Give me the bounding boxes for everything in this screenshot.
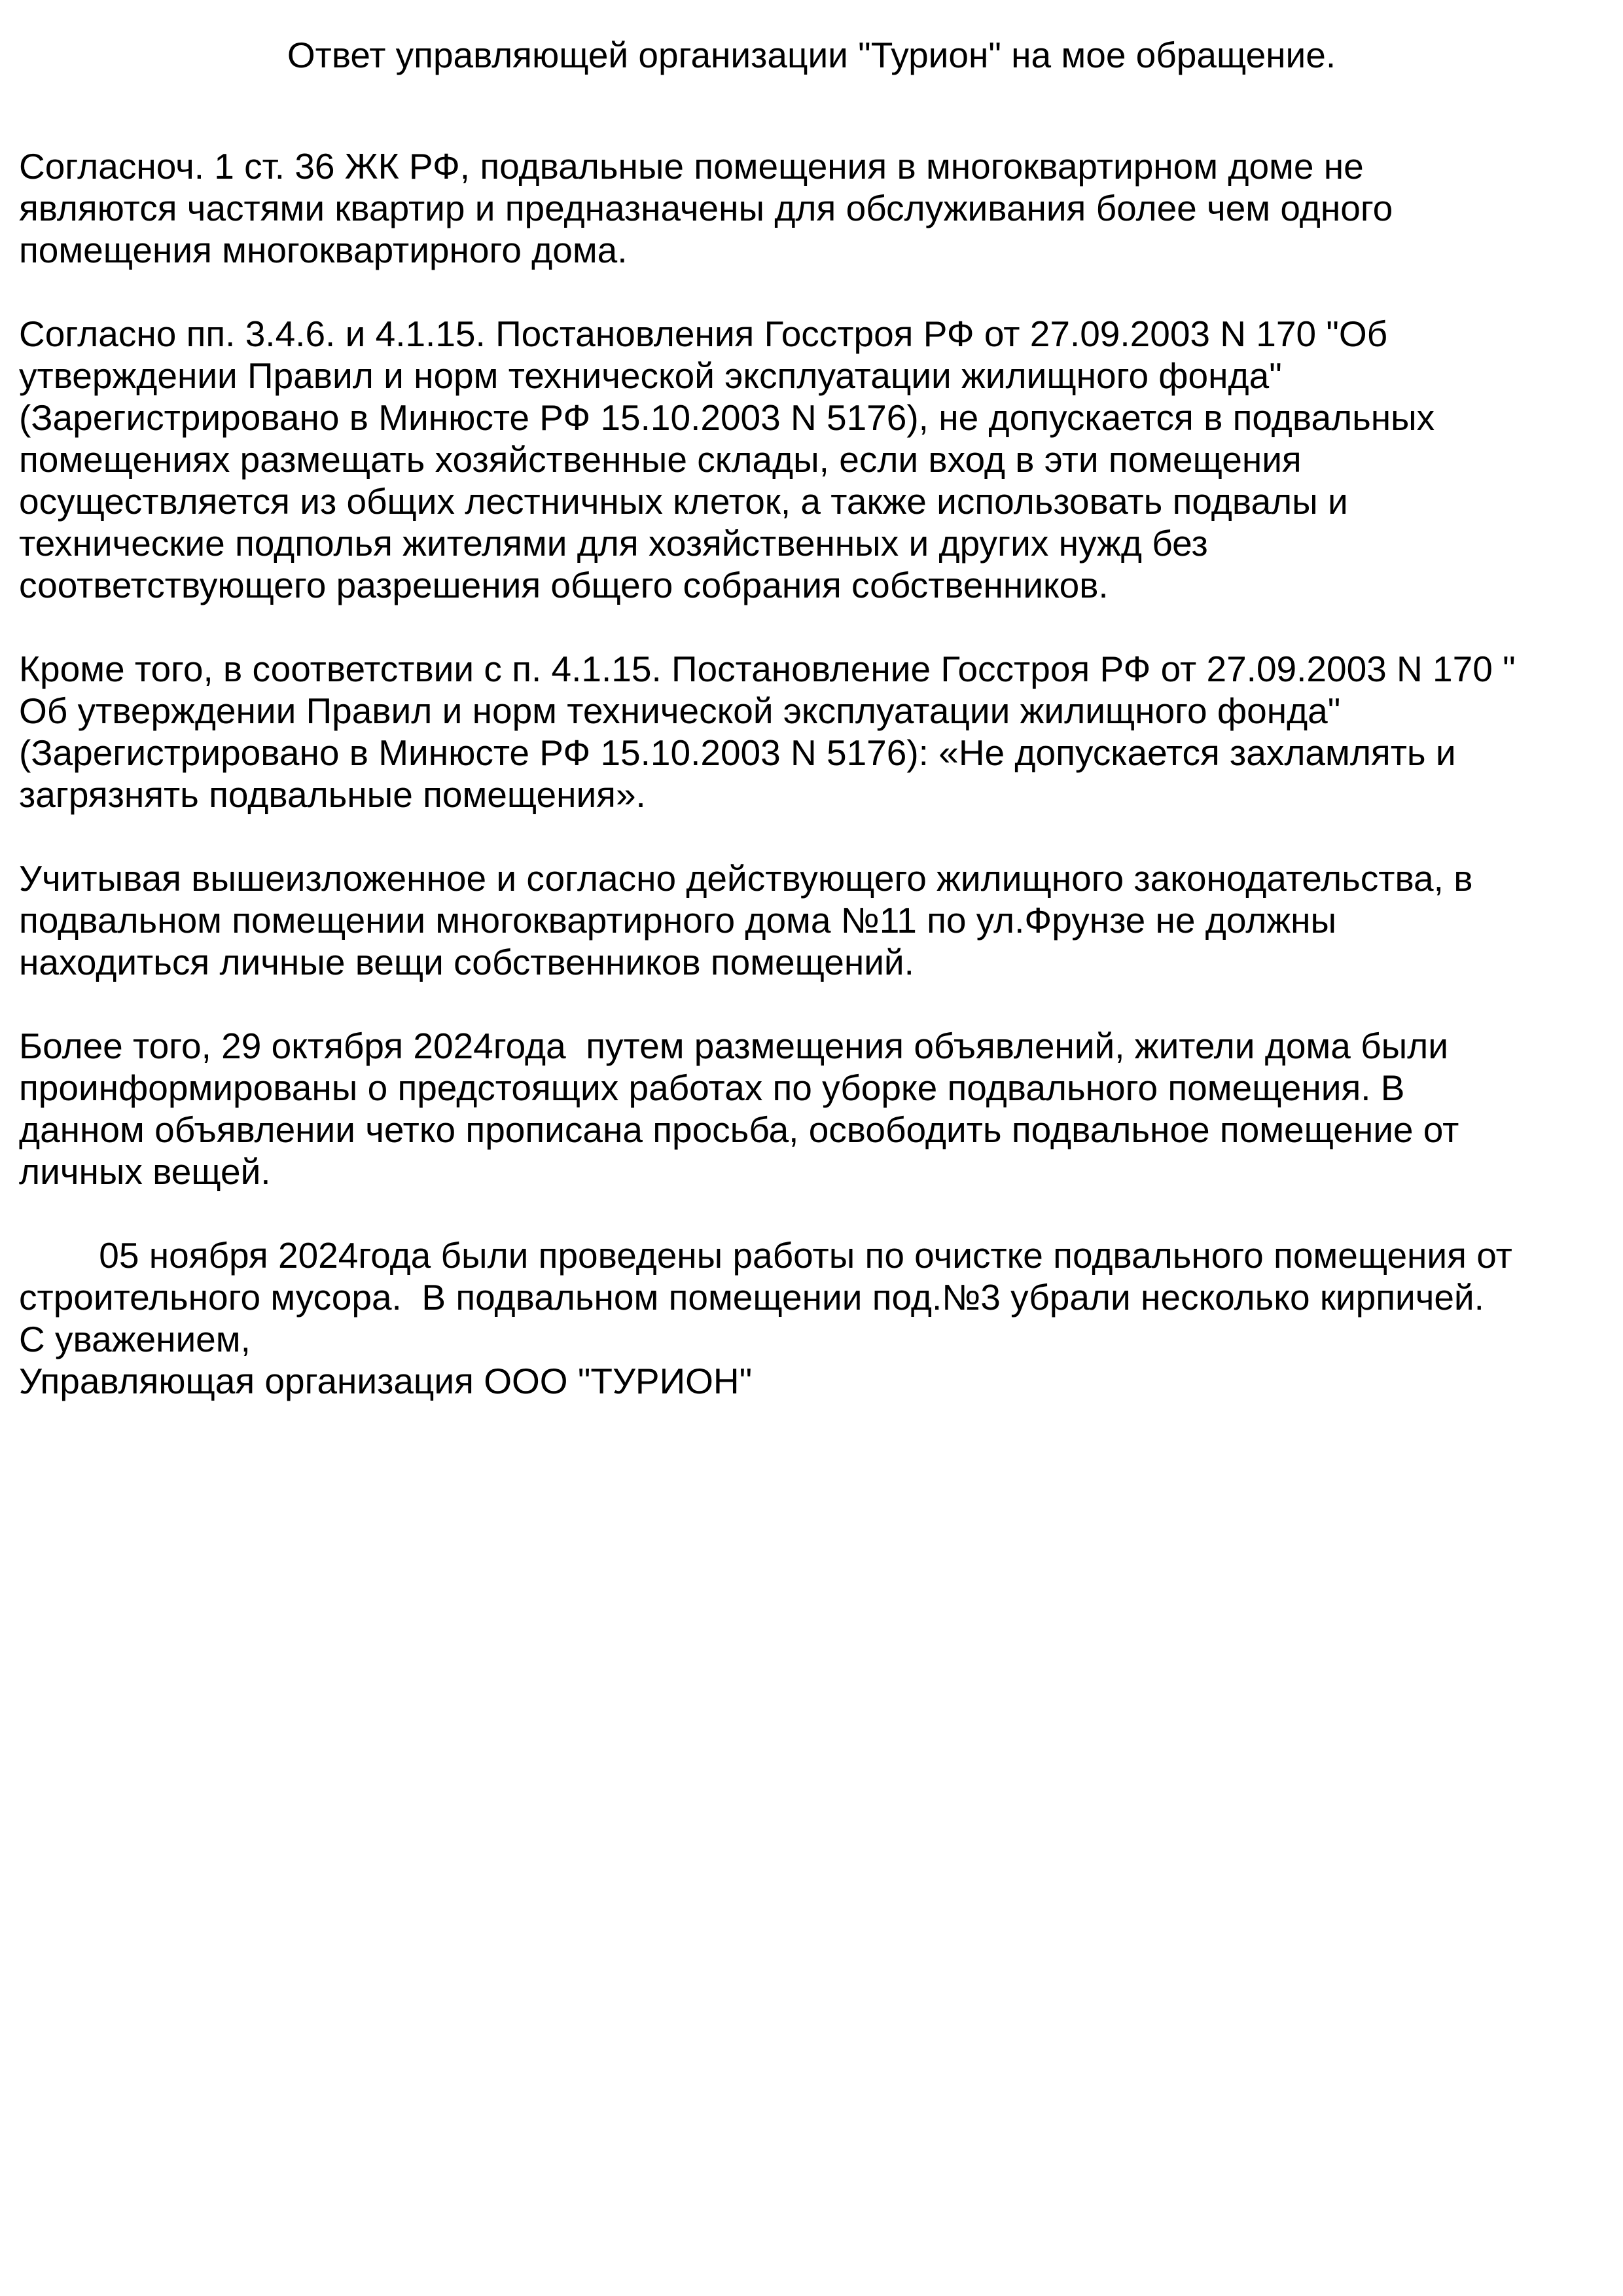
paragraph-3: Кроме того, в соответствии с п. 4.1.15. Постановление Госстроя РФ от 27.09.2003 N 170 " Об утверждении Правил и норм технической эксплуатации жилищного фонда" (Зарегистрировано в Минюсте РФ 15.10.2003 N 5176): «Не допускается захламлять и загрязнять подвальные помещения». bbox=[19, 649, 1516, 815]
paragraph-4: Учитывая вышеизложенное и согласно действующего жилищного законодательства, в подвальном помещении многоквартирного дома №11 по ул.Фрунзе не должны находиться личные вещи собственников помещений. bbox=[19, 858, 1473, 982]
document-page bbox=[19, 34, 1604, 1402]
paragraph-1: Согласноч. 1 ст. 36 ЖК РФ, подвальные помещения в многоквартирном доме не являются частями квартир и предназначены для обслуживания более чем одного помещения многоквартирного дома. bbox=[19, 146, 1393, 270]
closing-greeting: С уважением, bbox=[19, 1319, 251, 1359]
paragraph-6: 05 ноября 2024года были проведены работы по очистке подвального помещения от строительного мусора. В подвальном помещении под.№3 убрали несколько кирпичей. bbox=[19, 1235, 1512, 1318]
paragraph-2: Согласно пп. 3.4.6. и 4.1.15. Постановления Госстроя РФ от 27.09.2003 N 170 "Об утверждении Правил и норм технической эксплуатации жилищного фонда" (Зарегистрировано в Минюсте РФ 15.10.2003 N 5176), не допускается в подвальных помещениях размещать хозяйственные склады, если вход в эти помещения осуществляется из общих лестничных клеток, а также использовать подвалы и технические подполья жителями для хозяйственных и других нужд без соответствующего разрешения общего собрания собственников. bbox=[19, 314, 1435, 605]
signature: Управляющая организация ООО "ТУРИОН" bbox=[19, 1361, 753, 1401]
document-title: Ответ управляющей организации "Турион" на мое обращение. bbox=[287, 35, 1336, 75]
paragraph-5: Более того, 29 октября 2024года путем размещения объявлений, жители дома были проинформированы о предстоящих работах по уборке подвального помещения. В данном объявлении четко прописана просьба, освободить подвальное помещение от личных вещей. bbox=[19, 1026, 1459, 1192]
